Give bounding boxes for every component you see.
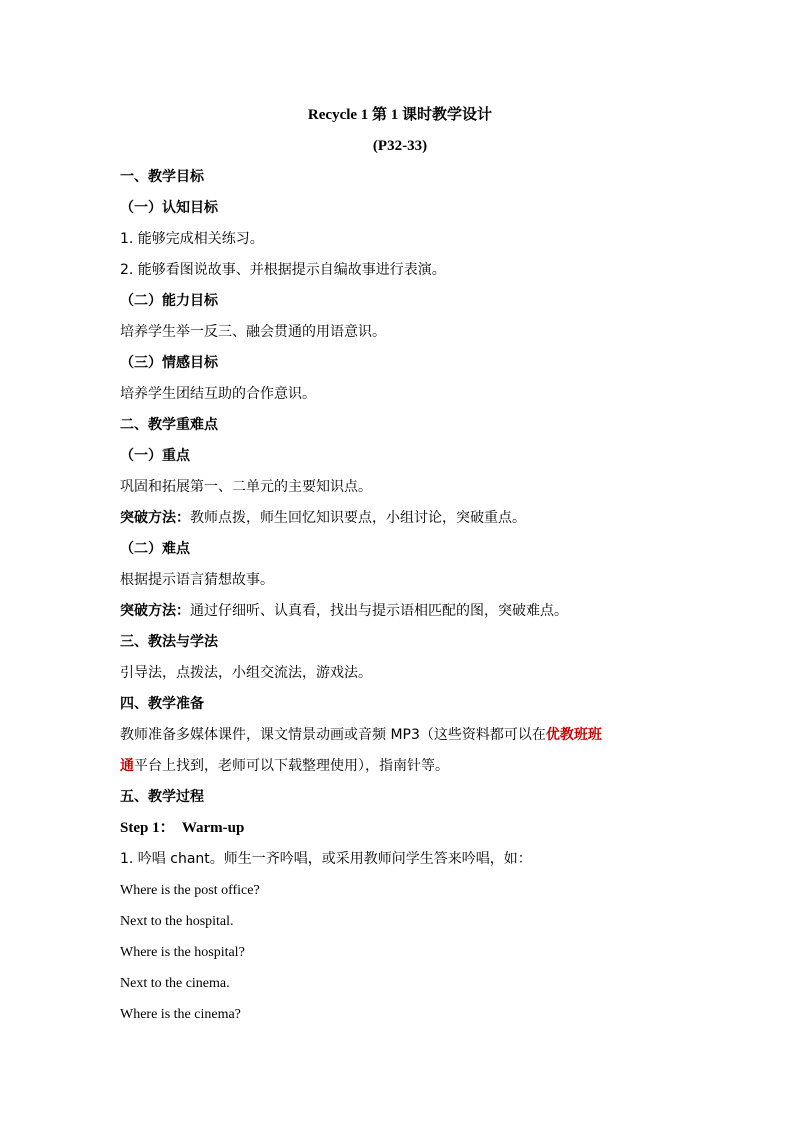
method-text: 通过仔细听、认真看，找出与提示语相匹配的图，突破难点。 — [190, 603, 568, 619]
method-label: 突破方法： — [120, 603, 190, 619]
document-content — [120, 100, 680, 1030]
paragraph: 根据提示语言猜想故事。 — [120, 572, 274, 588]
chant-line: Next to the cinema. — [120, 976, 230, 991]
paragraph-text: 平台上找到，老师可以下载整理使用），指南针等。 — [134, 758, 449, 774]
section-heading: 四、教学准备 — [120, 696, 204, 712]
paragraph: 培养学生举一反三、融会贯通的用语意识。 — [120, 324, 386, 340]
list-item: 2. 能够看图说故事、并根据提示自编故事进行表演。 — [120, 262, 446, 278]
step-heading: Step 1： Warm-up — [120, 820, 245, 836]
section-heading: 一、教学目标 — [120, 169, 204, 185]
section-heading: 五、教学过程 — [120, 789, 204, 805]
page-range: (P32-33) — [372, 138, 428, 154]
chant-line: Next to the hospital. — [120, 914, 234, 929]
paragraph: 引导法，点拨法，小组交流法，游戏法。 — [120, 665, 372, 681]
method-label: 突破方法： — [120, 510, 190, 526]
chant-line: Where is the post office? — [120, 883, 260, 898]
subsection-heading: （三）情感目标 — [120, 355, 218, 371]
paragraph — [120, 720, 680, 751]
subsection-heading: （二）能力目标 — [120, 293, 218, 309]
subsection-heading: （一）认知目标 — [120, 200, 218, 216]
paragraph — [120, 751, 680, 782]
subsection-heading: （二）难点 — [120, 541, 190, 557]
method-paragraph — [120, 596, 680, 627]
section-heading: 三、教法与学法 — [120, 634, 218, 650]
paragraph: 巩固和拓展第一、二单元的主要知识点。 — [120, 479, 372, 495]
subsection-heading: （一）重点 — [120, 448, 190, 464]
method-text: 教师点拨，师生回忆知识要点，小组讨论，突破重点。 — [190, 510, 526, 526]
list-item: 1. 能够完成相关练习。 — [120, 231, 264, 247]
list-item: 1. 吟唱 chant。师生一齐吟唱，或采用教师问学生答来吟唱，如： — [120, 851, 532, 867]
platform-name-highlight: 优教班班 — [545, 727, 602, 743]
paragraph: 培养学生团结互助的合作意识。 — [120, 386, 316, 402]
method-paragraph — [120, 503, 680, 534]
paragraph-text: 教师准备多媒体课件，课文情景动画或音频 MP3（这些资料都可以在 — [120, 727, 546, 743]
chant-line: Where is the cinema? — [120, 1007, 241, 1022]
chant-line: Where is the hospital? — [120, 945, 245, 960]
section-heading: 二、教学重难点 — [120, 417, 218, 433]
document-title: Recycle 1 第 1 课时教学设计 — [307, 107, 493, 123]
platform-name-highlight: 通 — [120, 758, 134, 774]
